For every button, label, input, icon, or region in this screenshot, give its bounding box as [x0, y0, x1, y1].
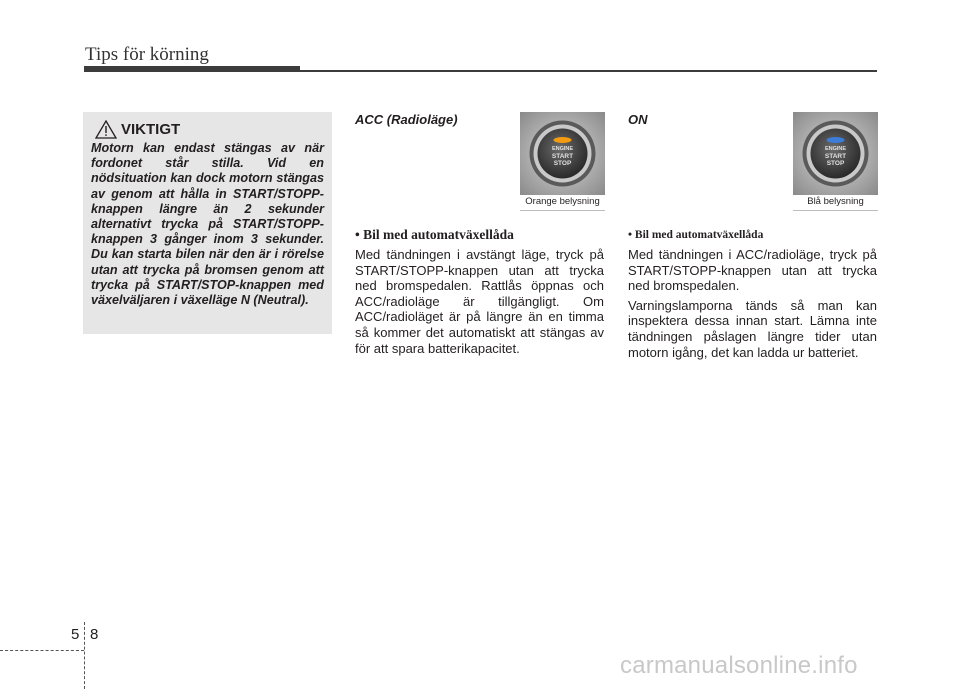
warning-header [95, 120, 324, 139]
on-section-title: ON [628, 112, 648, 127]
header-rule-thin [300, 70, 877, 72]
on-glow-indicator [827, 137, 845, 143]
header-rule-thick [84, 66, 300, 72]
acc-glow-indicator [554, 137, 572, 143]
page-number: 8 [90, 626, 99, 643]
footer-vertical-rule [84, 622, 86, 689]
chapter-number: 5 [71, 626, 80, 643]
acc-button-line-3: STOP [553, 160, 572, 167]
on-button-line-3: STOP [826, 160, 845, 167]
on-paragraph-1: Med tändningen i ACC/radioläge, tryck på START/STOPP-knappen utan att trycka ned bromspedalen. [628, 247, 877, 294]
engine-start-stop-button-photo [793, 112, 878, 195]
footer-horizontal-rule [0, 650, 84, 651]
on-figure-caption: Blå belysning [807, 196, 864, 207]
warning-title: VIKTIGT [121, 121, 181, 138]
warning-triangle-icon [95, 120, 117, 139]
engine-start-stop-button-photo [520, 112, 605, 195]
acc-figure-caption: Orange belysning [525, 196, 600, 207]
acc-paragraph-1: Med tändningen i avstängt läge, tryck på START/STOPP-knappen utan att trycka ned bromspedalen. Rattlås öppnas och ACC/radioläge är tillgängligt. Om ACC/radioläget är på längre än en timma så kommer det automatiskt att stängas av för att spara batterikapacitet. [355, 247, 604, 356]
acc-body [355, 247, 604, 360]
on-body [628, 247, 877, 364]
on-paragraph-2: Varningslamporna tänds så man kan inspektera dessa innan start. Lämna inte tändningen påslagen längre tider utan motorn igång, det kan ladda ur batteriet. [628, 297, 877, 360]
on-figure [793, 112, 878, 211]
acc-button-line-1: ENGINE [551, 146, 574, 152]
acc-button-line-2: START [551, 153, 574, 160]
warning-box [83, 112, 332, 334]
page-header-title: Tips för körning [85, 44, 209, 65]
on-bullet-heading: • Bil med automatväxellåda [628, 229, 764, 241]
acc-bullet-heading: • Bil med automatväxellåda [355, 227, 514, 242]
acc-figure [520, 112, 605, 211]
on-button-line-1: ENGINE [824, 146, 847, 152]
acc-section-title: ACC (Radioläge) [355, 112, 458, 127]
watermark-text: carmanualsonline.info [620, 652, 858, 679]
warning-text: Motorn kan endast stängas av när fordonet står stilla. Vid en nödsituation kan dock motorn stängas av genom att hålla in START/STOPP-knappen längre än 2 sekunder alternativt trycka på START/STOPP-knappen 3 gånger inom 3 sekunder. Du kan starta bilen när den är i rörelse utan att trycka på bromsen genom att trycka på START/STOP-knappen med växelväljaren i växelläge N (Neutral). [91, 141, 324, 308]
on-button-line-2: START [824, 153, 847, 160]
